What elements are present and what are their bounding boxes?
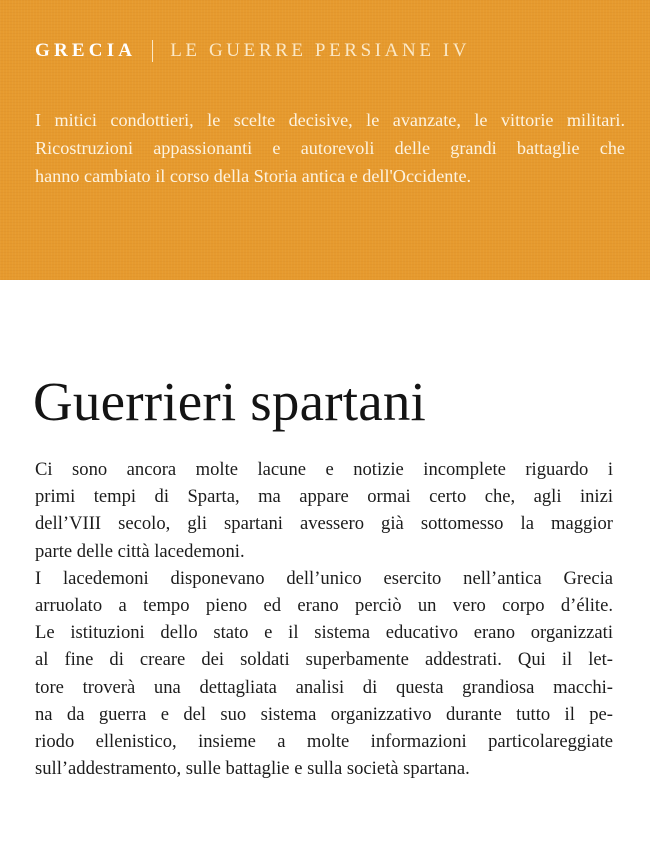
text-line: Ci sono ancora molte lacune e notizie incomplete riguardo i — [35, 459, 613, 480]
text-line: na da guerra e del suo sistema organizzativo durante tutto il pe- — [35, 703, 613, 725]
series-divider — [152, 40, 153, 62]
book-description — [35, 456, 613, 782]
series-volume: LE GUERRE PERSIANE IV — [170, 40, 471, 61]
text-line: dell’VIII secolo, gli spartani avessero già sottomesso la maggior — [35, 513, 613, 535]
text-line: I lacedemoni disponevano dell’unico esercito nell’antica Grecia — [35, 567, 613, 589]
text-line: tore troverà una dettagliata analisi di questa grandiosa macchi- — [35, 676, 613, 698]
series-name: GRECIA — [35, 40, 137, 61]
series-heading — [35, 40, 470, 62]
text-line: riodo ellenistico, insieme a molte informazioni particolareggiate — [35, 731, 613, 753]
series-blurb — [35, 106, 625, 190]
text-line: Le istituzioni dello stato e il sistema educativo erano organizzati — [35, 622, 613, 644]
text-line: al fine di creare dei soldati superbamente addestrati. Qui il let- — [35, 649, 613, 671]
text-line: arruolato a tempo pieno ed erano perciò un vero corpo d’élite. — [35, 595, 613, 617]
text-line: sull’addestramento, sulle battaglie e sulla società spartana. — [35, 758, 470, 780]
blurb-line: I mitici condottieri, le scelte decisive, le avanzate, le vittorie militari. — [35, 110, 625, 130]
book-title: Guerrieri spartani — [33, 371, 427, 432]
text-line: parte delle città lacedemoni. — [35, 540, 245, 562]
blurb-line: hanno cambiato il corso della Storia antica e dell'Occidente. — [35, 166, 472, 186]
paragraph — [35, 565, 613, 783]
paragraph — [35, 456, 613, 565]
text-line: primi tempi di Sparta, ma appare ormai certo che, agli inizi — [35, 486, 613, 508]
blurb-line: Ricostruzioni appassionanti e autorevoli delle grandi battaglie che — [35, 138, 625, 158]
header-band — [0, 0, 650, 280]
